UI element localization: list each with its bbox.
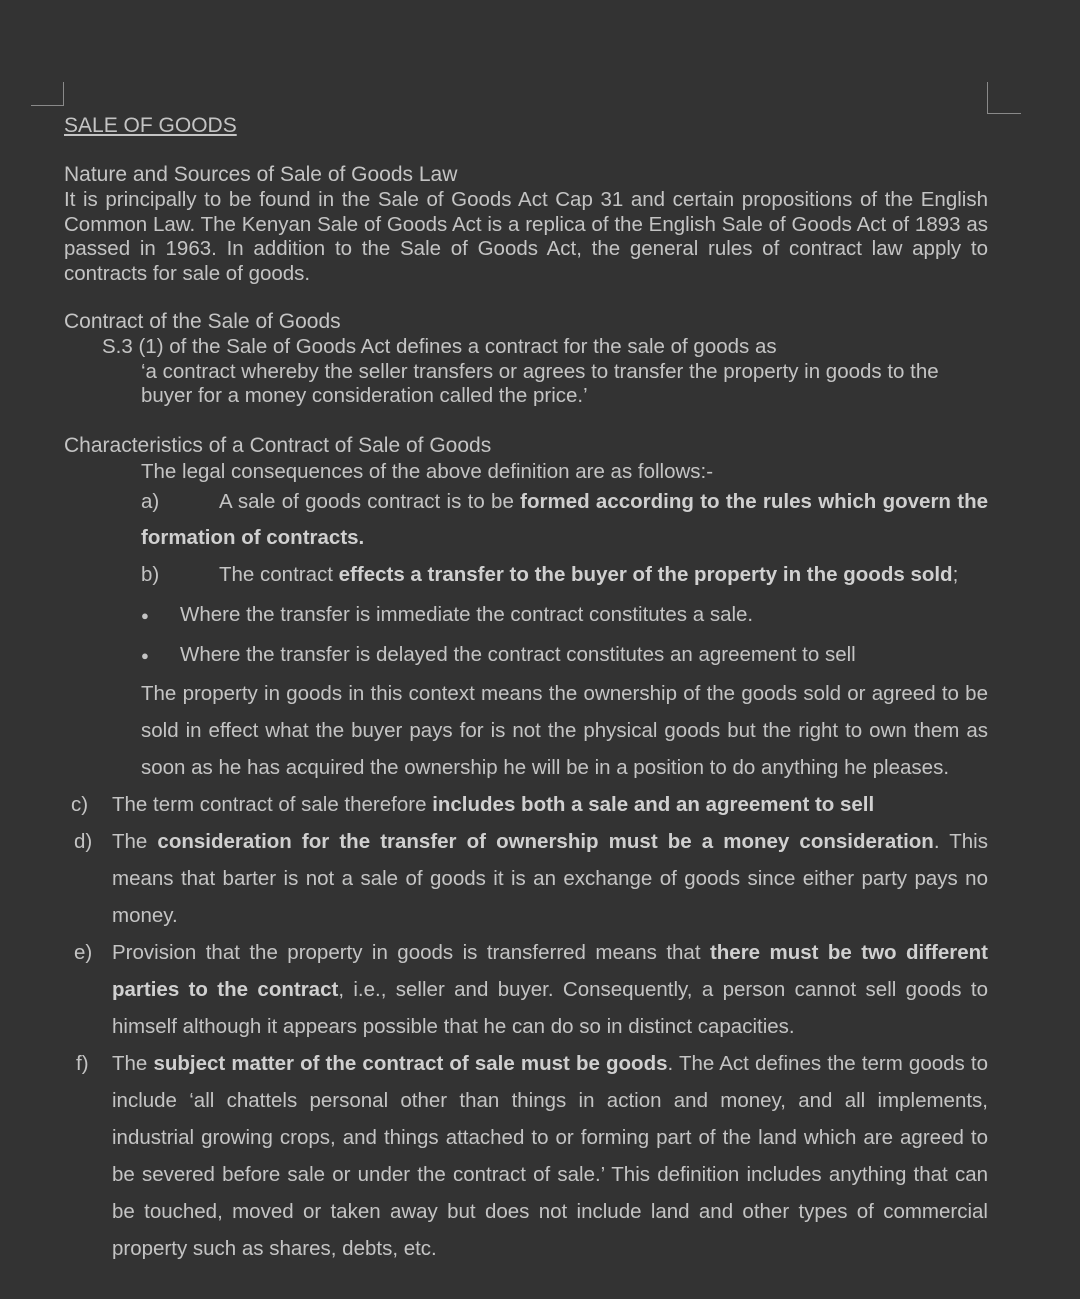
item-a — [141, 484, 988, 557]
bullet-icon: ● — [141, 608, 149, 624]
crop-mark-top-left-horizontal — [31, 105, 64, 106]
document-page — [64, 112, 988, 1267]
crop-mark-top-right-vertical — [987, 82, 988, 114]
item-d-bold: consideration for the transfer of ownership must be a money consideration — [157, 830, 934, 854]
crop-mark-top-right-horizontal — [987, 113, 1021, 114]
item-a-label: a) — [141, 489, 160, 513]
item-d-label: d) — [74, 830, 93, 854]
item-d — [74, 823, 988, 934]
item-b-text: The contract — [219, 562, 339, 586]
item-b-label: b) — [141, 562, 160, 586]
item-f — [76, 1045, 988, 1267]
nature-body: It is principally to be found in the Sale of Goods Act Cap 31 and certain propositions of the English Common Law. The Kenyan Sale of Goods Act is a replica of the English Sale of Goods Act of 1893 as passed in 1963. In addition to the Sale of Goods Act, the general rules of contract law apply to contracts for sale of goods. — [64, 188, 988, 285]
item-c — [71, 786, 988, 823]
item-e — [74, 934, 988, 1045]
crop-mark-top-left-vertical — [63, 82, 64, 106]
characteristics-intro: The legal consequences of the above definition are as follows:- — [141, 459, 714, 483]
item-b-tail: ; — [952, 562, 959, 586]
nature-heading: Nature and Sources of Sale of Goods Law — [64, 163, 458, 186]
s3-definition-intro: S.3 (1) of the Sale of Goods Act defines a contract for the sale of goods as — [102, 335, 777, 358]
item-b-bold: effects a transfer to the buyer of the property in the goods sold — [338, 562, 953, 586]
bullet-text: Where the transfer is immediate the contract constitutes a sale. — [180, 603, 754, 626]
item-a-text: A sale of goods contract is to be — [219, 489, 521, 513]
item-e-bold: there must be two different parties to the contract — [112, 941, 988, 1002]
item-e-label: e) — [74, 941, 93, 965]
item-f-label: f) — [76, 1052, 89, 1076]
definition-quote: ‘a contract whereby the seller transfers or agrees to transfer the property in goods to the buyer for a money consideration called the price.’ — [141, 359, 939, 407]
contract-heading: Contract of the Sale of Goods — [64, 310, 341, 333]
item-d-tail: . This means that barter is not a sale of goods it is an exchange of goods since either party pays no money. — [112, 830, 988, 928]
bullet-text: Where the transfer is delayed the contract constitutes an agreement to sell — [180, 643, 856, 667]
bullet-icon: ● — [141, 648, 149, 664]
item-c-label: c) — [71, 793, 89, 817]
item-b — [141, 557, 988, 594]
item-e-tail: , i.e., seller and buyer. Consequently, a person cannot sell goods to himself although it appears possible that he can do so in distinct capacities. — [112, 978, 988, 1039]
item-a-bold: formed according to the rules which govern the formation of contracts. — [141, 489, 988, 549]
item-c-bold: includes both a sale and an agreement to sell — [432, 793, 875, 817]
item-f-bold: subject matter of the contract of sale must be goods — [153, 1052, 668, 1076]
characteristics-heading: Characteristics of a Contract of Sale of Goods — [64, 433, 492, 457]
property-meaning-paragraph: The property in goods in this context means the ownership of the goods sold or agreed to be sold in effect what the buyer pays for is not the physical goods but the right to own them as soon as he has acquired the ownership he will be in a position to do anything he pleases. — [141, 682, 988, 780]
item-e-text: Provision that the property in goods is transferred means that — [112, 941, 710, 965]
item-c-text: The term contract of sale therefore — [112, 793, 433, 817]
item-f-text: The — [112, 1052, 154, 1076]
document-title: SALE OF GOODS — [64, 114, 237, 137]
bullet-item — [141, 635, 988, 675]
item-d-text: The — [112, 830, 158, 854]
item-f-tail: . The Act defines the term goods to include ‘all chattels personal other than things in action and money, and all implements, industrial growing crops, and things attached to or forming part of the land which are agreed to be severed before sale or under the contract of sale.’ This definition includes anything that can be touched, moved or taken away but does not include land and other types of commercial property such as shares, debts, etc. — [112, 1052, 988, 1261]
bullet-item — [141, 595, 988, 635]
